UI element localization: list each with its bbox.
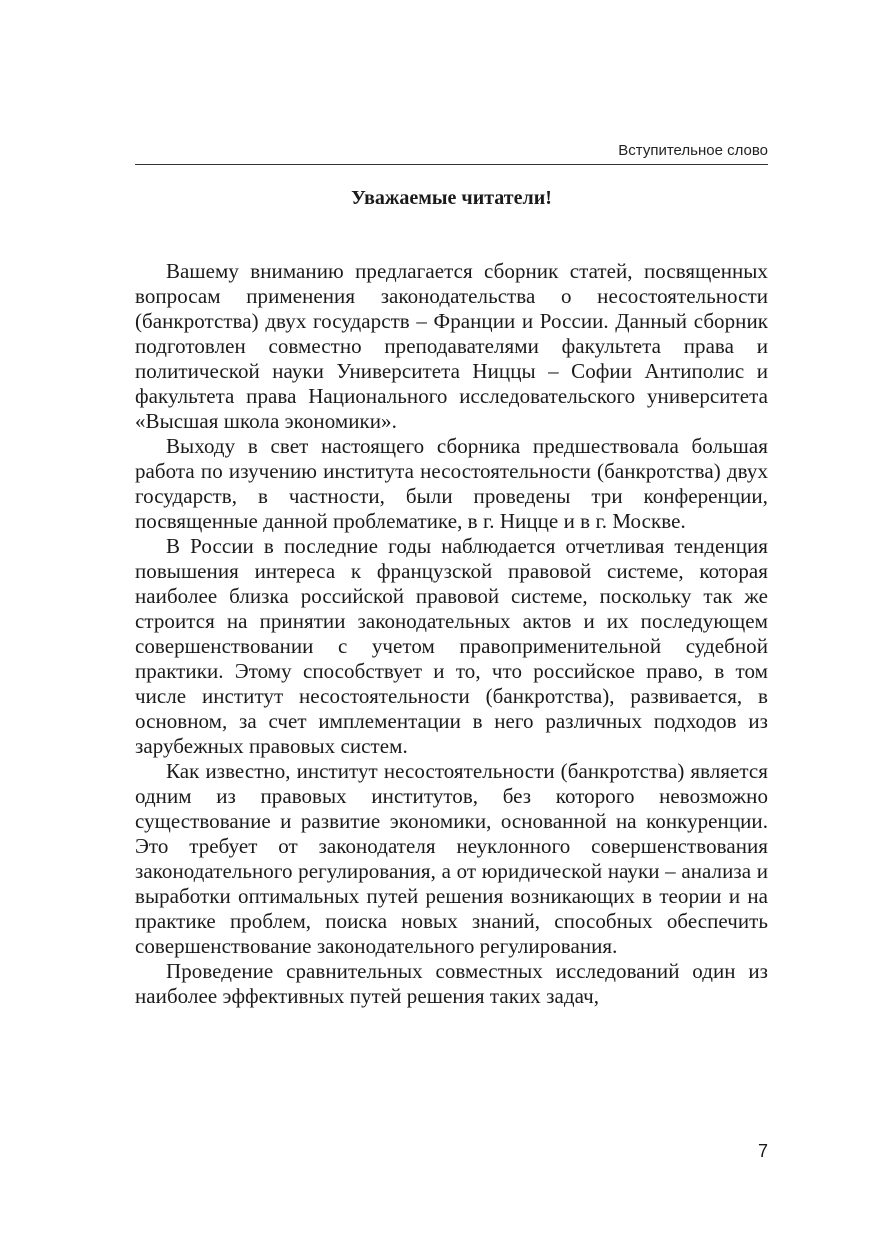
paragraph-2: Выходу в свет настоящего сборника предшествовала большая работа по изучению института несостоятельности (банкротства) двух государств, в частности, были проведены три конференции, посвященные данной проблематике, в г. Ницце и в г. Москве. (135, 434, 768, 533)
running-head: Вступительное слово (618, 142, 768, 159)
page-title: Уважаемые читатели! (351, 187, 552, 209)
paragraph-5: Проведение сравнительных совместных исследований один из наиболее эффективных путей решения таких задач, (135, 959, 768, 1008)
paragraph-3: В России в последние годы наблюдается отчетливая тенденция повышения интереса к французской правовой системе, которая наиболее близка российской правовой системе, поскольку так же строится на принятии законодательных актов и их последующем совершенствовании с учетом правоприменительной судебной практики. Этому способствует и то, что российское право, в том числе институт несостоятельности (банкротства), развивается, в основном, за счет имплементации в него различных подходов из зарубежных правовых систем. (135, 534, 768, 758)
page-number: 7 (757, 1141, 768, 1161)
header-rule (135, 164, 768, 165)
paragraph-4: Как известно, институт несостоятельности (банкротства) является одним из правовых институтов, без которого невозможно существование и развитие экономики, основанной на конкуренции. Это требует от законодателя неуклонного совершенствования законодательного регулирования, а от юридической науки – анализа и выработки оптимальных путей решения возникающих в теории и на практике проблем, поиска новых знаний, способных обеспечить совершенствование законодательного регулирования. (135, 759, 768, 958)
paragraph-1: Вашему вниманию предлагается сборник статей, посвященных вопросам применения законодательства о несостоятельности (банкротства) двух государств – Франции и России. Данный сборник подготовлен совместно преподавателями факультета права и политической науки Университета Ниццы – Софии Антиполис и факультета права Национального исследовательского университета «Высшая школа экономики». (135, 259, 768, 433)
body-text (135, 259, 768, 1009)
